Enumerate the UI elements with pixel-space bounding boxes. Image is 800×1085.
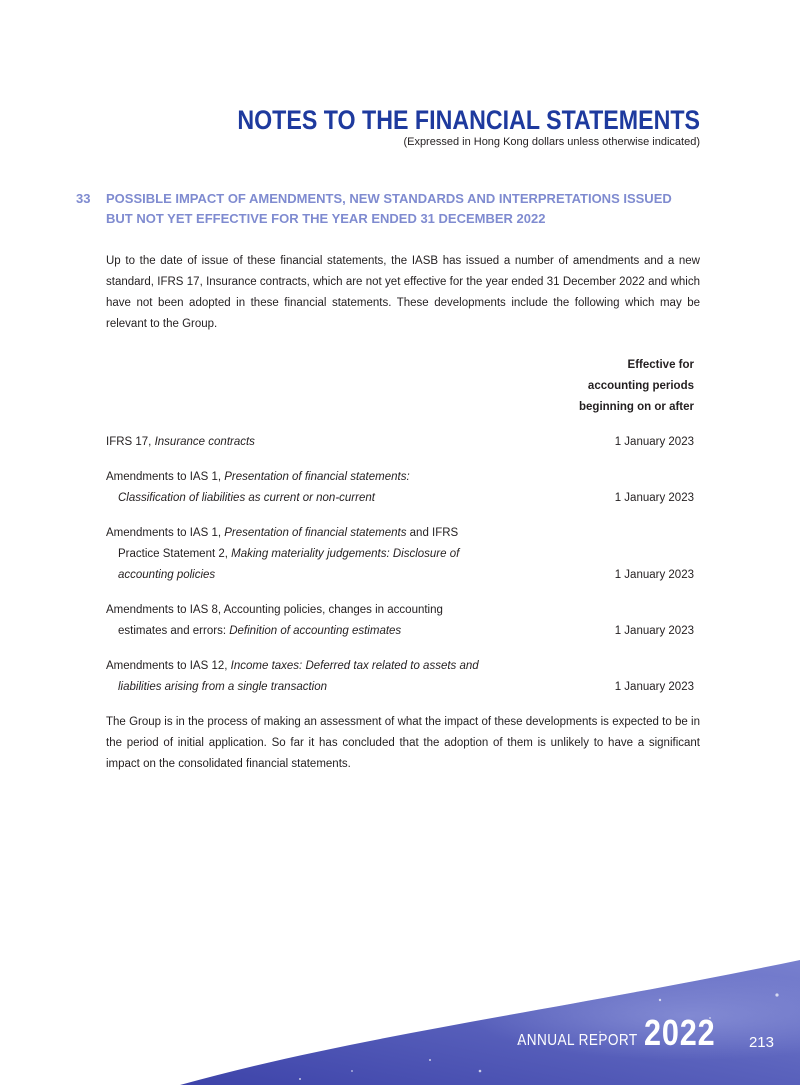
effective-date: 1 January 2023 xyxy=(614,569,694,581)
intro-paragraph: Up to the date of issue of these financial statements, the IASB has issued a number of amendments and a new standard, IFRS 17, Insurance contracts, which are not yet effective for the year ended 31 December 2022 and which have not been adopted in these financial statements. These developments include the following which may be relevant to the Group. xyxy=(106,255,700,330)
effective-header-line: accounting periods xyxy=(587,380,694,392)
page-title: NOTES TO THE FINANCIAL STATEMENTS xyxy=(237,105,700,135)
standard-title: Presentation of financial statements: xyxy=(224,471,410,483)
standard-description xyxy=(106,523,516,586)
annual-report-year: 2022 xyxy=(643,1012,716,1053)
standard-text: Amendments to IAS 8, Accounting policies, changes in accounting xyxy=(106,604,443,616)
standard-text: Practice Statement 2, xyxy=(118,548,232,560)
standard-text: IFRS 17, xyxy=(106,436,155,448)
standard-line xyxy=(106,488,516,509)
standard-line xyxy=(106,621,516,642)
standard-row xyxy=(106,600,700,642)
standard-title: Insurance contracts xyxy=(154,436,255,448)
standard-row xyxy=(106,467,700,509)
effective-date: 1 January 2023 xyxy=(614,436,694,448)
standard-text: estimates and errors: xyxy=(118,625,230,637)
note-section xyxy=(76,189,700,775)
standard-line xyxy=(106,432,516,453)
standard-title: Classification of liabilities as current or non-current xyxy=(118,492,375,504)
standard-text: Amendments to IAS 12, xyxy=(106,660,231,672)
page-subtitle: (Expressed in Hong Kong dollars unless otherwise indicated) xyxy=(403,136,700,148)
standards-list xyxy=(106,432,700,698)
standard-description xyxy=(106,432,516,453)
annual-report-text: ANNUAL REPORT xyxy=(517,1032,638,1049)
effective-header-line: beginning on or after xyxy=(579,401,694,413)
standard-title: Making materiality judgements: Disclosure of xyxy=(231,548,460,560)
standard-description xyxy=(106,600,516,642)
effective-header-line: Effective for xyxy=(627,359,694,371)
effective-date: 1 January 2023 xyxy=(614,625,694,637)
effective-date: 1 January 2023 xyxy=(614,492,694,504)
standard-line xyxy=(106,523,516,544)
standard-line xyxy=(106,544,516,565)
page-number: 213 xyxy=(748,1034,774,1051)
standard-title: accounting policies xyxy=(118,569,216,581)
annual-report-label xyxy=(496,1012,728,1053)
conclusion-paragraph: The Group is in the process of making an assessment of what the impact of these developments is expected to be in the period of initial application. So far it has concluded that the adoption of them is unlikely to have a significant impact on the consolidated financial statements. xyxy=(106,716,700,770)
standard-description xyxy=(106,656,516,698)
section-body xyxy=(106,251,700,775)
standard-line xyxy=(106,565,516,586)
effective-date-column-header xyxy=(106,355,700,418)
standard-line xyxy=(106,467,516,488)
section-number: 33 xyxy=(76,191,91,206)
standard-text: Amendments to IAS 1, xyxy=(106,527,225,539)
standard-text: Amendments to IAS 1, xyxy=(106,471,225,483)
standard-line xyxy=(106,656,516,677)
standard-text: and IFRS xyxy=(406,527,459,539)
section-title: POSSIBLE IMPACT OF AMENDMENTS, NEW STANDARDS AND INTERPRETATIONS ISSUED BUT NOT YET EFFECTIVE FOR THE YEAR ENDED 31 DECEMBER 2022 xyxy=(106,191,672,226)
standard-title: Definition of accounting estimates xyxy=(229,625,402,637)
page-header xyxy=(162,105,700,148)
standard-row xyxy=(106,432,700,453)
section-heading xyxy=(76,189,700,229)
standard-description xyxy=(106,467,516,509)
standard-row xyxy=(106,656,700,698)
standard-row xyxy=(106,523,700,586)
standard-line xyxy=(106,600,516,621)
standard-line xyxy=(106,677,516,698)
effective-date: 1 January 2023 xyxy=(614,681,694,693)
standard-title: liabilities arising from a single transaction xyxy=(118,681,328,693)
standard-title: Presentation of financial statements xyxy=(224,527,407,539)
standard-title: Income taxes: Deferred tax related to assets and xyxy=(230,660,479,672)
